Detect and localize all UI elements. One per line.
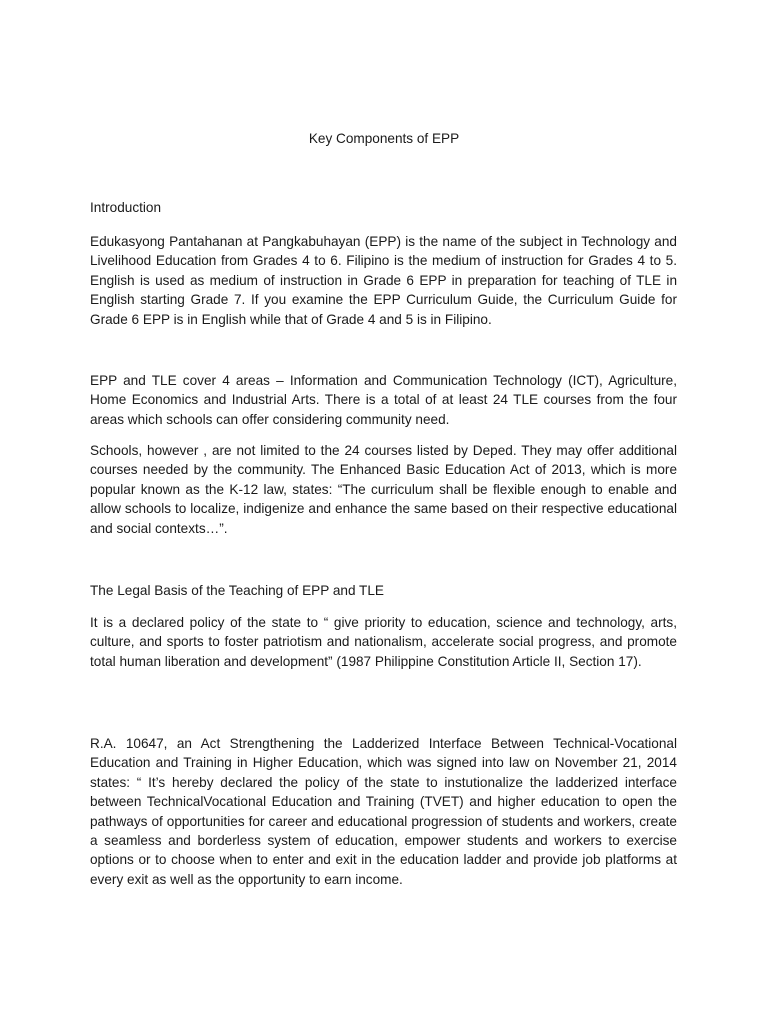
document-title: Key Components of EPP: [308, 131, 460, 146]
section-heading-legal-basis: The Legal Basis of the Teaching of EPP and TLE: [90, 583, 384, 598]
paragraph-schools: Schools, however , are not limited to the 24 courses listed by Deped. They may offer additional courses needed by the community. The Enhanced Basic Education Act of 2013, which is more popular known as the K-12 law, states: “The curriculum shall be flexible enough to enable and allow schools to localize, indigenize and enhance the same based on their respective educational and social contexts…”.: [90, 443, 677, 536]
section-heading-introduction: Introduction: [90, 200, 162, 215]
paragraph-areas: EPP and TLE cover 4 areas – Information and Communication Technology (ICT), Agriculture, Home Economics and Industrial Arts. There is a total of at least 24 TLE courses from the four areas which schools can offer considering community need.: [90, 373, 677, 427]
paragraph-ra-10647: R.A. 10647, an Act Strengthening the Ladderized Interface Between Technical-Vocational Education and Training in Higher Education, which was signed into law on November 21, 2014 states: “ It’s hereby declared the policy of the state to instutionalize the ladderized interface between TechnicalVocational Education and Training (TVET) and higher education to open the pathways of opportunities for career and educational progression of students and workers, create a seamless and borderless system of education, empower students and workers to exercise options or to choose when to enter and exit in the education ladder and provide job platforms at every exit as well as the opportunity to earn income.: [90, 736, 677, 887]
paragraph-introduction: Edukasyong Pantahanan at Pangkabuhayan (EPP) is the name of the subject in Technology and Livelihood Education from Grades 4 to 6. Filipino is the medium of instruction for Grades 4 to 5. English is used as medium of instruction in Grade 6 EPP in preparation for teaching of TLE in English starting Grade 7. If you examine the EPP Curriculum Guide, the Curriculum Guide for Grade 6 EPP is in English while that of Grade 4 and 5 is in Filipino.: [90, 234, 677, 327]
paragraph-state-policy: It is a declared policy of the state to “ give priority to education, science and technology, arts, culture, and sports to foster patriotism and nationalism, accelerate social progress, and promote total human liberation and development” (1987 Philippine Constitution Article II, Section 17).: [90, 615, 677, 669]
